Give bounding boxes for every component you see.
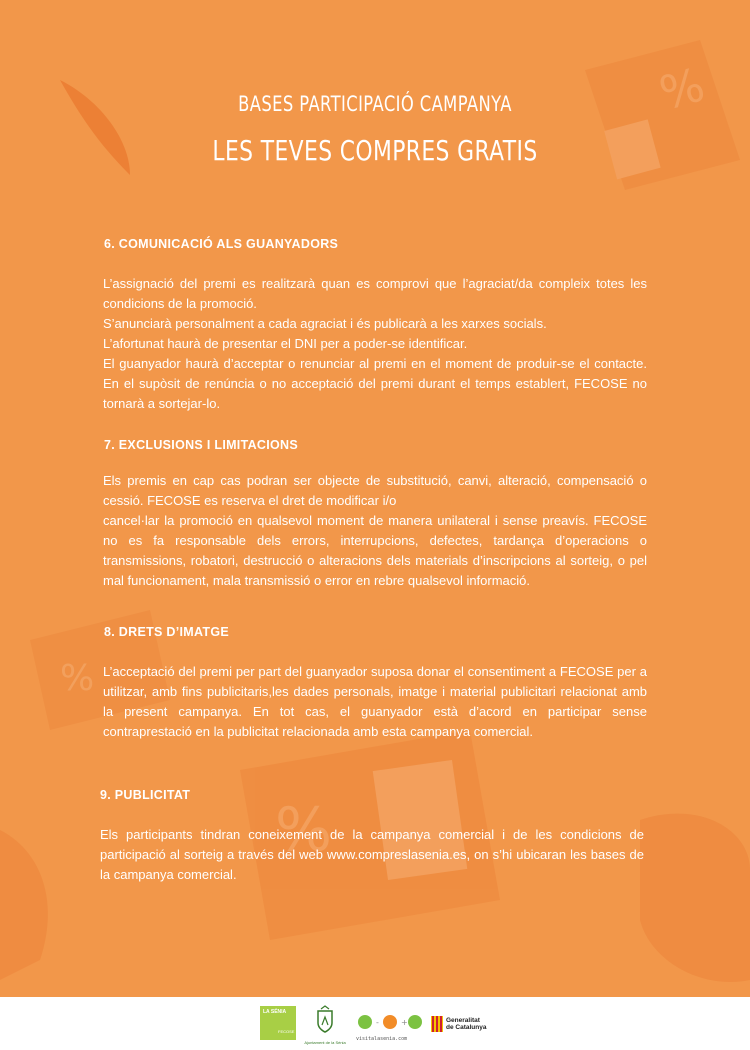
section-9-paragraph: Els participants tindran coneixement de la campanya comercial i de les condicions de participació al sorteig a través del web www.compreslasenia.es, on s’hi ubicaran les bases de la campanya comercial.: [100, 827, 644, 882]
la-senia-logo-text: LA SÉNIA: [263, 1009, 287, 1015]
blob-decoration-left: [0, 830, 48, 980]
section-7-paragraph: Els premis en cap cas podran ser objecte de substitució, canvi, alteració, compensació o cessió. FECOSE es reserva el dret de modificar i/o: [103, 473, 647, 508]
svg-text:%: %: [653, 57, 711, 121]
svg-text:%: %: [60, 658, 95, 699]
section-9-body: [100, 825, 644, 885]
generalitat-text-line2: de Catalunya: [446, 1024, 487, 1031]
section-7-body: [103, 471, 647, 591]
generalitat-logo: [431, 1016, 493, 1036]
section-8-heading: 8. DRETS D’IMATGE: [104, 625, 230, 639]
generalitat-text-line1: Generalitat: [446, 1017, 480, 1024]
senyera-icon: [431, 1016, 443, 1032]
section-6-paragraph: S’anunciarà personalment a cada agraciat i és publicarà a les xarxes socials.: [103, 316, 547, 331]
svg-text:-: -: [376, 1018, 379, 1027]
footer-logos: [0, 997, 750, 1050]
title-line-2: LES TEVES COMPRES GRATIS: [212, 134, 538, 167]
section-8-paragraph: L’acceptació del premi per part del guanyador suposa donar el consentiment a FECOSE per a utilitzar, amb fins publicitaris,les dades personals, imatge i material publicitari relacionat amb la present campanya. En tot cas, el guanyador està d’acord en participar sense contraprestació en la publicitat relacionada amb esta campanya comercial.: [103, 664, 647, 739]
section-6-paragraph: L’afortunat haurà de presentar el DNI per a poder-se identificar.: [103, 336, 468, 351]
ajuntament-shield-icon: [300, 1005, 350, 1035]
blob-decoration-right: [640, 814, 750, 982]
section-9-heading: 9. PUBLICITAT: [100, 788, 191, 802]
section-6-heading: 6. COMUNICACIÓ ALS GUANYADORS: [104, 237, 339, 251]
ajuntament-logo: [300, 1005, 350, 1045]
generalitat-text: [446, 1017, 486, 1031]
visitalasenia-logo: [356, 1013, 424, 1043]
svg-text:+: +: [401, 1018, 408, 1027]
section-7-heading: 7. EXCLUSIONS I LIMITACIONS: [104, 438, 298, 452]
fecose-logo-text: FECOSE: [278, 1029, 295, 1034]
section-6-paragraph: L’assignació del premi es realitzarà quan es comprovi que l’agraciat/da compleix totes les condicions de la promoció.: [103, 276, 647, 311]
title-line-1: BASES PARTICIPACIÓ CAMPANYA: [238, 92, 512, 116]
la-senia-logo: [260, 1006, 296, 1040]
section-7-paragraph: cancel·lar la promoció en qualsevol moment de manera unilateral i sense preavís. FECOSE no es fa responsable dels errors, interrupcions, defectes, tardança d’operacions o transmissions, robatori, destrucció o alteracions dels materials d’inscripcions al sorteig, o pel mal funcionament, mala transmissió o error en rebre qualsevol informació.: [103, 513, 647, 588]
section-6-paragraph: El guanyador haurà d’acceptar o renunciar al premi en el moment de produir-se el contacte. En el supòsit de renúncia o no acceptació del premi durant el temps establert, FECOSE no tornarà a sortejar-lo.: [103, 356, 647, 411]
ajuntament-logo-text: Ajuntament de la Sénia: [304, 1040, 346, 1045]
visitalasenia-circles-icon: [356, 1013, 424, 1031]
section-6-body: [103, 274, 647, 414]
section-8-body: [103, 662, 647, 742]
svg-text:%: %: [275, 795, 333, 865]
visitalasenia-logo-text: visitalasenia.com: [356, 1036, 408, 1042]
